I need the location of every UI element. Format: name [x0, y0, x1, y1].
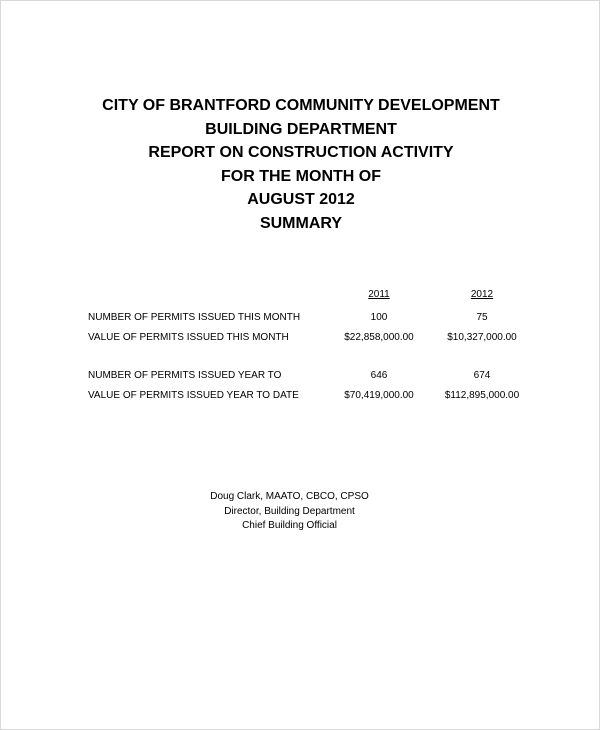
row-value-2011: 100 [370, 312, 388, 323]
header-summary: SUMMARY [259, 214, 343, 232]
header-organization: CITY OF BRANTFORD COMMUNITY DEVELOPMENT [102, 97, 500, 114]
header-period: AUGUST 2012 [247, 191, 355, 208]
report-header [1, 94, 600, 235]
table-row [1, 332, 600, 346]
signatory-title: Director, Building Department [224, 505, 355, 517]
column-header-2012: 2012 [470, 289, 494, 300]
table-row [1, 370, 600, 384]
table-row [1, 390, 600, 404]
row-value-2012: 75 [476, 312, 488, 323]
row-label: NUMBER OF PERMITS ISSUED YEAR TO [88, 370, 282, 381]
row-value-2011: $22,858,000.00 [344, 332, 414, 343]
row-value-2011: $70,419,000.00 [344, 390, 414, 401]
signature-block [1, 490, 578, 534]
signatory-name: Doug Clark, MAATO, CBCO, CPSO [210, 491, 369, 502]
header-period-label: FOR THE MONTH OF [221, 167, 381, 185]
row-label: NUMBER OF PERMITS ISSUED THIS MONTH [88, 312, 301, 323]
row-value-2011: 646 [370, 370, 388, 381]
header-report-title: REPORT ON CONSTRUCTION ACTIVITY [148, 144, 454, 161]
header-department: BUILDING DEPARTMENT [205, 120, 397, 138]
table-row [1, 312, 600, 326]
column-header-2011: 2011 [368, 289, 390, 300]
row-label: VALUE OF PERMITS ISSUED THIS MONTH [88, 332, 289, 343]
row-label: VALUE OF PERMITS ISSUED YEAR TO DATE [88, 390, 299, 401]
row-value-2012: $112,895,000.00 [444, 390, 520, 401]
signatory-role: Chief Building Official [242, 520, 337, 531]
row-value-2012: 674 [473, 370, 491, 381]
row-value-2012: $10,327,000.00 [447, 332, 517, 343]
